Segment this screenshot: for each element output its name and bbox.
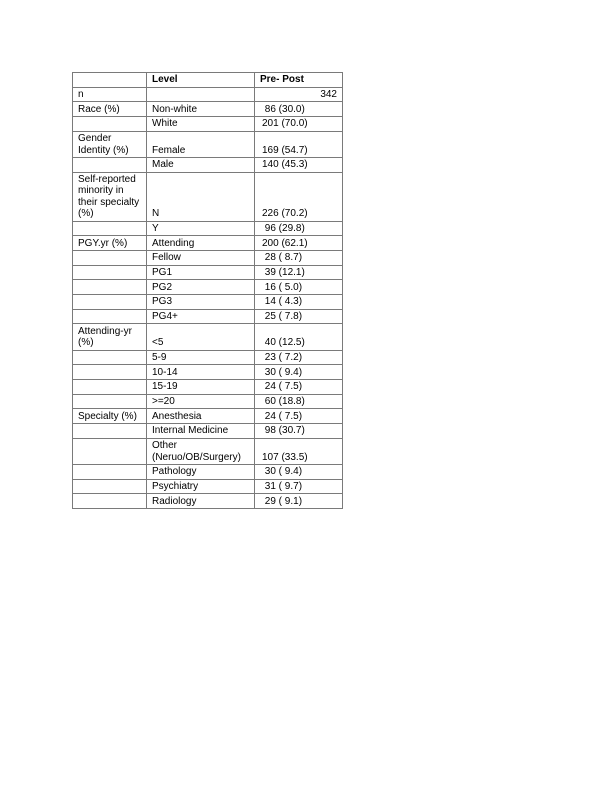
value-cell: 31 ( 9.7) — [255, 479, 343, 494]
value-cell: 226 (70.2) — [255, 172, 343, 221]
level-cell: Other (Neruo/OB/Surgery) — [147, 438, 255, 464]
level-cell: >=20 — [147, 394, 255, 409]
table-row — [73, 379, 343, 394]
variable-cell — [73, 350, 147, 365]
level-cell: PG2 — [147, 280, 255, 295]
variable-cell — [73, 117, 147, 132]
n-row — [73, 87, 343, 102]
level-cell: PG3 — [147, 295, 255, 310]
level-cell: 5-9 — [147, 350, 255, 365]
variable-cell — [73, 494, 147, 509]
level-cell: 10-14 — [147, 365, 255, 380]
table-row — [73, 479, 343, 494]
level-cell: Radiology — [147, 494, 255, 509]
table-row — [73, 424, 343, 439]
variable-cell — [73, 379, 147, 394]
value-cell: 24 ( 7.5) — [255, 409, 343, 424]
level-cell: Male — [147, 157, 255, 172]
level-cell: Non-white — [147, 102, 255, 117]
table-body — [73, 73, 343, 509]
table-row — [73, 409, 343, 424]
variable-cell — [73, 479, 147, 494]
demographics-table — [72, 72, 343, 509]
value-cell: 14 ( 4.3) — [255, 295, 343, 310]
level-cell: N — [147, 172, 255, 221]
level-cell: Y — [147, 221, 255, 236]
variable-cell — [73, 464, 147, 479]
n-level-cell — [147, 87, 255, 102]
level-cell: Attending — [147, 236, 255, 251]
value-cell: 16 ( 5.0) — [255, 280, 343, 295]
value-cell: 107 (33.5) — [255, 438, 343, 464]
value-cell: 28 ( 8.7) — [255, 250, 343, 265]
table-row — [73, 464, 343, 479]
table-row — [73, 295, 343, 310]
table-row — [73, 117, 343, 132]
header-variable-cell — [73, 73, 147, 88]
level-cell: White — [147, 117, 255, 132]
variable-cell: Gender Identity (%) — [73, 131, 147, 157]
variable-cell — [73, 250, 147, 265]
table-row — [73, 236, 343, 251]
table-row — [73, 494, 343, 509]
table-row — [73, 221, 343, 236]
table-row — [73, 131, 343, 157]
value-cell: 140 (45.3) — [255, 157, 343, 172]
table-row — [73, 265, 343, 280]
value-cell: 30 ( 9.4) — [255, 464, 343, 479]
variable-cell: Specialty (%) — [73, 409, 147, 424]
header-prepost-cell: Pre- Post — [255, 73, 343, 88]
variable-cell: Self-reported minority in their specialty (%) — [73, 172, 147, 221]
value-cell: 23 ( 7.2) — [255, 350, 343, 365]
table-row — [73, 324, 343, 350]
variable-cell — [73, 309, 147, 324]
n-label-cell: n — [73, 87, 147, 102]
variable-cell — [73, 365, 147, 380]
level-cell: Psychiatry — [147, 479, 255, 494]
value-cell: 30 ( 9.4) — [255, 365, 343, 380]
variable-cell — [73, 280, 147, 295]
table-row — [73, 172, 343, 221]
value-cell: 39 (12.1) — [255, 265, 343, 280]
level-cell: Internal Medicine — [147, 424, 255, 439]
n-value-cell: 342 — [255, 87, 343, 102]
value-cell: 24 ( 7.5) — [255, 379, 343, 394]
value-cell: 201 (70.0) — [255, 117, 343, 132]
table-row — [73, 102, 343, 117]
variable-cell — [73, 394, 147, 409]
level-cell: Fellow — [147, 250, 255, 265]
table-row — [73, 438, 343, 464]
table-row — [73, 350, 343, 365]
variable-cell — [73, 265, 147, 280]
value-cell: 25 ( 7.8) — [255, 309, 343, 324]
table-row — [73, 157, 343, 172]
header-row — [73, 73, 343, 88]
variable-cell — [73, 295, 147, 310]
value-cell: 169 (54.7) — [255, 131, 343, 157]
variable-cell — [73, 157, 147, 172]
level-cell: Female — [147, 131, 255, 157]
level-cell: Pathology — [147, 464, 255, 479]
value-cell: 86 (30.0) — [255, 102, 343, 117]
level-cell: PG1 — [147, 265, 255, 280]
value-cell: 200 (62.1) — [255, 236, 343, 251]
table-row — [73, 280, 343, 295]
header-level-cell: Level — [147, 73, 255, 88]
level-cell: <5 — [147, 324, 255, 350]
value-cell: 98 (30.7) — [255, 424, 343, 439]
table-row — [73, 309, 343, 324]
value-cell: 60 (18.8) — [255, 394, 343, 409]
level-cell: 15-19 — [147, 379, 255, 394]
variable-cell — [73, 424, 147, 439]
value-cell: 29 ( 9.1) — [255, 494, 343, 509]
level-cell: PG4+ — [147, 309, 255, 324]
variable-cell: Race (%) — [73, 102, 147, 117]
table-row — [73, 250, 343, 265]
variable-cell: Attending-yr (%) — [73, 324, 147, 350]
table-row — [73, 394, 343, 409]
variable-cell — [73, 438, 147, 464]
value-cell: 96 (29.8) — [255, 221, 343, 236]
variable-cell: PGY.yr (%) — [73, 236, 147, 251]
level-cell: Anesthesia — [147, 409, 255, 424]
variable-cell — [73, 221, 147, 236]
table-row — [73, 365, 343, 380]
value-cell: 40 (12.5) — [255, 324, 343, 350]
